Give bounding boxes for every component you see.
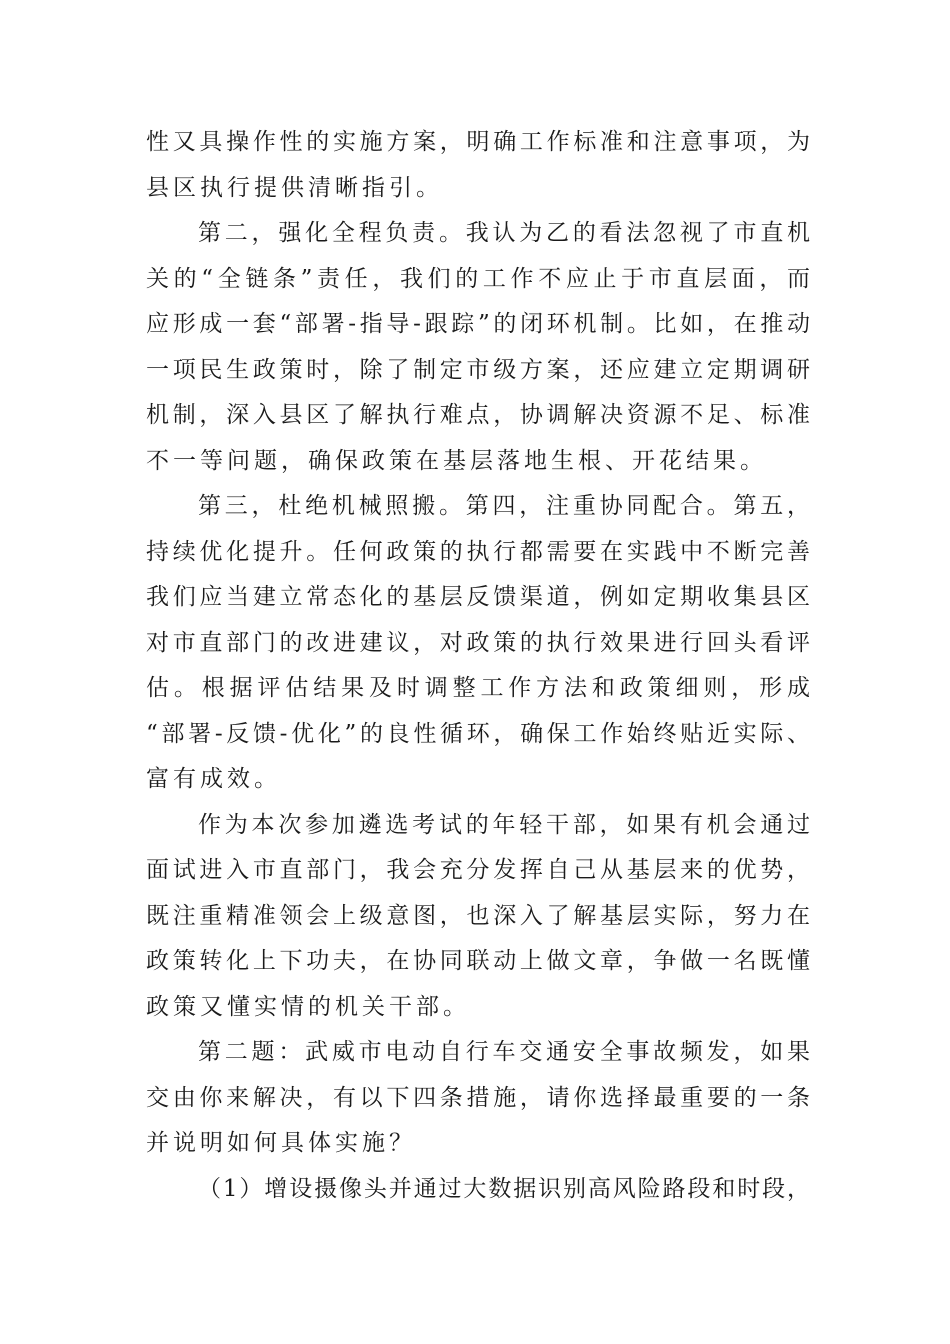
text-line: [146, 1030, 814, 1076]
text-line: [146, 894, 814, 940]
line-text: 估。根据评估结果及时调整工作方法和政策细则，形成: [146, 675, 815, 701]
text-line: [146, 302, 814, 348]
line-text: 持续优化提升。任何政策的执行都需要在实践中不断完善: [146, 538, 814, 565]
line-text: 机制，深入县区了解执行难点，协调解决资源不足、标准: [146, 402, 814, 428]
line-text: 政策转化上下功夫，在协同联动上做文章，争做一名既懂: [146, 948, 814, 974]
text-line: [146, 348, 814, 394]
line-text: 富有成效。: [146, 766, 281, 792]
line-text: 一项民生政策时，除了制定市级方案，还应建立定期调研: [146, 356, 814, 383]
text-line: [146, 985, 810, 1031]
text-line: [146, 393, 814, 439]
line-text: 不一等问题，确保政策在基层落地生根、开花结果。: [146, 447, 767, 474]
text-line: [146, 575, 814, 621]
line-text: 第二题：武威市电动自行车交通安全事故频发，如果: [198, 1039, 814, 1065]
line-text: “部署-反馈-优化”的良性循环，确保工作始终贴近实际、: [146, 720, 814, 747]
line-text: 对市直部门的改进建议，对政策的执行效果进行回头看评: [146, 629, 814, 656]
line-text: 并说明如何具体实施？: [146, 1130, 416, 1156]
line-text: 关的“全链条”责任，我们的工作不应止于市直层面，而: [146, 265, 815, 292]
line-text: 政策又懂实情的机关干部。: [146, 993, 470, 1020]
line-text: 既注重精准领会上级意图，也深入了解基层实际，努力在: [146, 902, 814, 929]
document-body: [146, 120, 815, 1212]
text-line: [146, 1076, 814, 1122]
line-text: 县区执行提供清晰指引。: [146, 174, 443, 201]
text-line: [146, 1167, 810, 1213]
line-text: 第二，强化全程负责。我认为乙的看法忽视了市直机: [198, 220, 814, 246]
line-text: 面试进入市直部门，我会充分发挥自己从基层来的优势，: [146, 857, 814, 883]
text-line: [146, 211, 814, 257]
text-line: [146, 803, 814, 849]
line-text: 性又具操作性的实施方案，明确工作标准和注意事项，为: [146, 129, 814, 155]
text-line: [146, 666, 815, 712]
text-line: [146, 939, 814, 985]
text-line: [146, 484, 814, 530]
text-line: [146, 166, 810, 212]
line-text: 第三，杜绝机械照搬。第四，注重协同配合。第五，: [198, 493, 814, 519]
text-line: [146, 120, 814, 166]
text-line: [146, 439, 810, 485]
line-text: 应形成一套“部署-指导-跟踪”的闭环机制。比如，在推动: [146, 311, 814, 337]
line-text: 我们应当建立常态化的基层反馈渠道，例如定期收集县区: [146, 584, 814, 610]
line-text: （1）增设摄像头并通过大数据识别高风险路段和时段，: [198, 1175, 812, 1202]
text-line: [146, 1121, 810, 1167]
line-text: 作为本次参加遴选考试的年轻干部，如果有机会通过: [198, 811, 814, 838]
line-text: 交由你来解决，有以下四条措施，请你选择最重要的一条: [146, 1084, 814, 1111]
text-line: [146, 712, 814, 758]
text-line: [146, 257, 815, 303]
text-line: [146, 848, 814, 894]
text-line: [146, 757, 810, 803]
text-line: [146, 530, 814, 576]
text-line: [146, 621, 814, 667]
